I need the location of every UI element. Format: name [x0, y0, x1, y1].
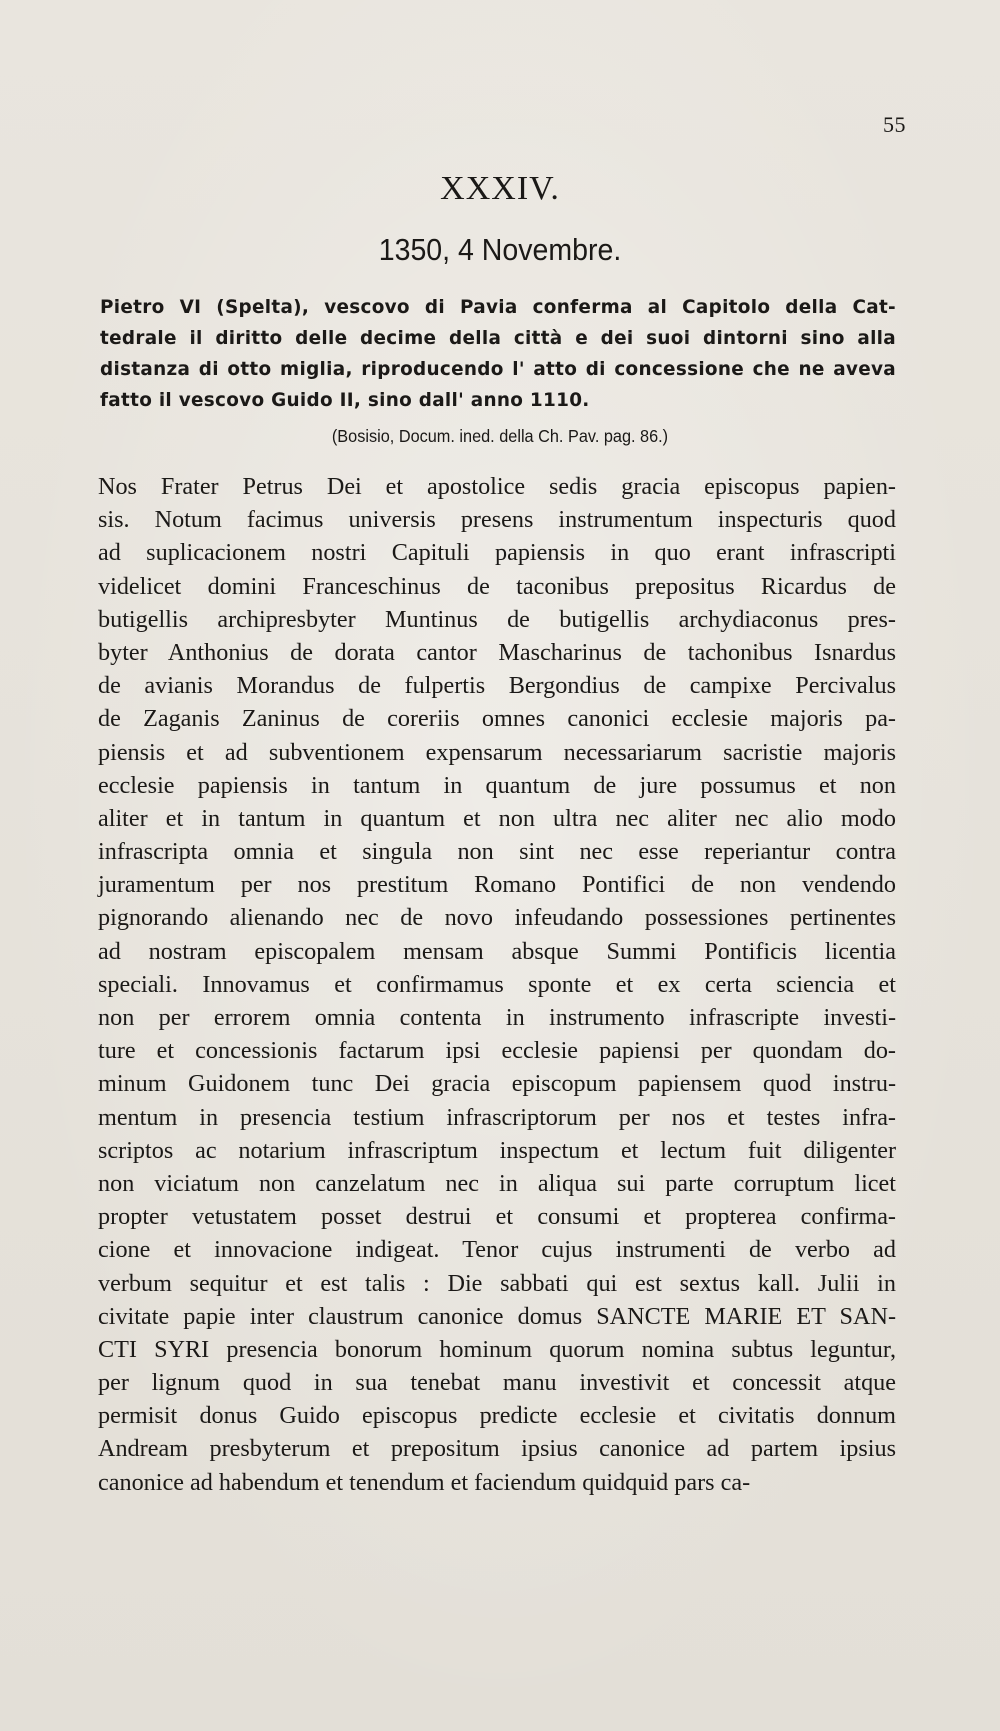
- body-line: civitate papie inter claustrum canonice domus SANCTE MARIE ET SAN-: [98, 1302, 896, 1330]
- body-line: CTI SYRI presencia bonorum hominum quorum nomina subtus leguntur,: [98, 1335, 896, 1363]
- body-line: ad nostram episcopalem mensam absque Summi Pontificis licentia: [98, 937, 896, 965]
- body-line: permisit donus Guido episcopus predicte ecclesie et civitatis donnum: [98, 1402, 896, 1430]
- body-line: cione et innovacione indigeat. Tenor cujus instrumenti de verbo ad: [98, 1236, 896, 1264]
- body-line: non per errorem omnia contenta in instrumento infrascripte investi-: [98, 1004, 896, 1031]
- document-body: [98, 470, 896, 1499]
- body-line: minum Guidonem tunc Dei gracia episcopum papiensem quod instru-: [98, 1070, 896, 1098]
- body-line: Nos Frater Petrus Dei et apostolice sedis gracia episcopus papien-: [98, 473, 896, 500]
- source-citation: (Bosisio, Docum. ined. della Ch. Pav. pag. 86.): [331, 426, 669, 446]
- body-line: propter vetustatem posset destrui et consumi et propterea confirma-: [98, 1203, 896, 1231]
- summary-line: Pietro VI (Spelta), vescovo di Pavia conferma al Capitolo della Cat-: [100, 297, 896, 318]
- body-line: sis. Notum facimus universis presens instrumentum inspecturis quod: [98, 506, 896, 534]
- summary-line: distanza di otto miglia, riproducendo l' atto di concessione che ne aveva: [100, 359, 896, 380]
- page-number: 55: [883, 112, 906, 137]
- summary-line: tedrale il diritto delle decime della città e dei suoi dintorni sino alla: [100, 328, 896, 349]
- body-line: ecclesie papiensis in tantum in quantum de jure possumus et non: [98, 771, 896, 799]
- body-line: byter Anthonius de dorata cantor Mascharinus de tachonibus Isnardus: [98, 638, 896, 666]
- body-line: butigellis archipresbyter Muntinus de butigellis archydiaconus pres-: [98, 605, 896, 633]
- summary-line: fatto il vescovo Guido II, sino dall' anno 1110.: [100, 390, 590, 411]
- body-line: piensis et ad subventionem expensarum necessariarum sacristie majoris: [98, 738, 896, 766]
- document-summary: [100, 292, 896, 416]
- body-line: de Zaganis Zaninus de coreriis omnes canonici ecclesie majoris pa-: [98, 705, 896, 733]
- body-line: non viciatum non canzelatum nec in aliqua sui parte corruptum licet: [98, 1169, 896, 1197]
- body-line: verbum sequitur et est talis : Die sabbati qui est sextus kall. Julii in: [98, 1269, 896, 1297]
- body-line: aliter et in tantum in quantum et non ultra nec aliter nec alio modo: [98, 804, 896, 832]
- body-line: videlicet domini Franceschinus de taconibus prepositus Ricardus de: [98, 572, 896, 600]
- body-line: canonice ad habendum et tenendum et faciendum quidquid pars ca-: [98, 1468, 751, 1496]
- body-line: ad suplicacionem nostri Capituli papiensis in quo erant infrascripti: [98, 539, 896, 567]
- body-line: speciali. Innovamus et confirmamus sponte et ex certa sciencia et: [98, 970, 896, 998]
- body-line: pignorando alienando nec de novo infeudando possessiones pertinentes: [98, 904, 896, 932]
- body-line: infrascripta omnia et singula non sint nec esse reperiantur contra: [98, 838, 896, 866]
- body-line: per lignum quod in sua tenebat manu investivit et concessit atque: [98, 1369, 896, 1397]
- body-line: Andream presbyterum et prepositum ipsius canonice ad partem ipsius: [98, 1435, 896, 1463]
- document-number: XXXIV.: [440, 170, 560, 207]
- body-line: scriptos ac notarium infrascriptum inspectum et lectum fuit diligenter: [98, 1136, 896, 1164]
- document-date: 1350, 4 Novembre.: [378, 232, 622, 267]
- body-line: ture et concessionis factarum ipsi ecclesie papiensi per quondam do-: [98, 1037, 896, 1065]
- body-line: juramentum per nos prestitum Romano Pontifici de non vendendo: [98, 871, 896, 899]
- body-line: de avianis Morandus de fulpertis Bergondius de campixe Percivalus: [98, 672, 896, 700]
- body-line: mentum in presencia testium infrascriptorum per nos et testes infra-: [98, 1103, 896, 1131]
